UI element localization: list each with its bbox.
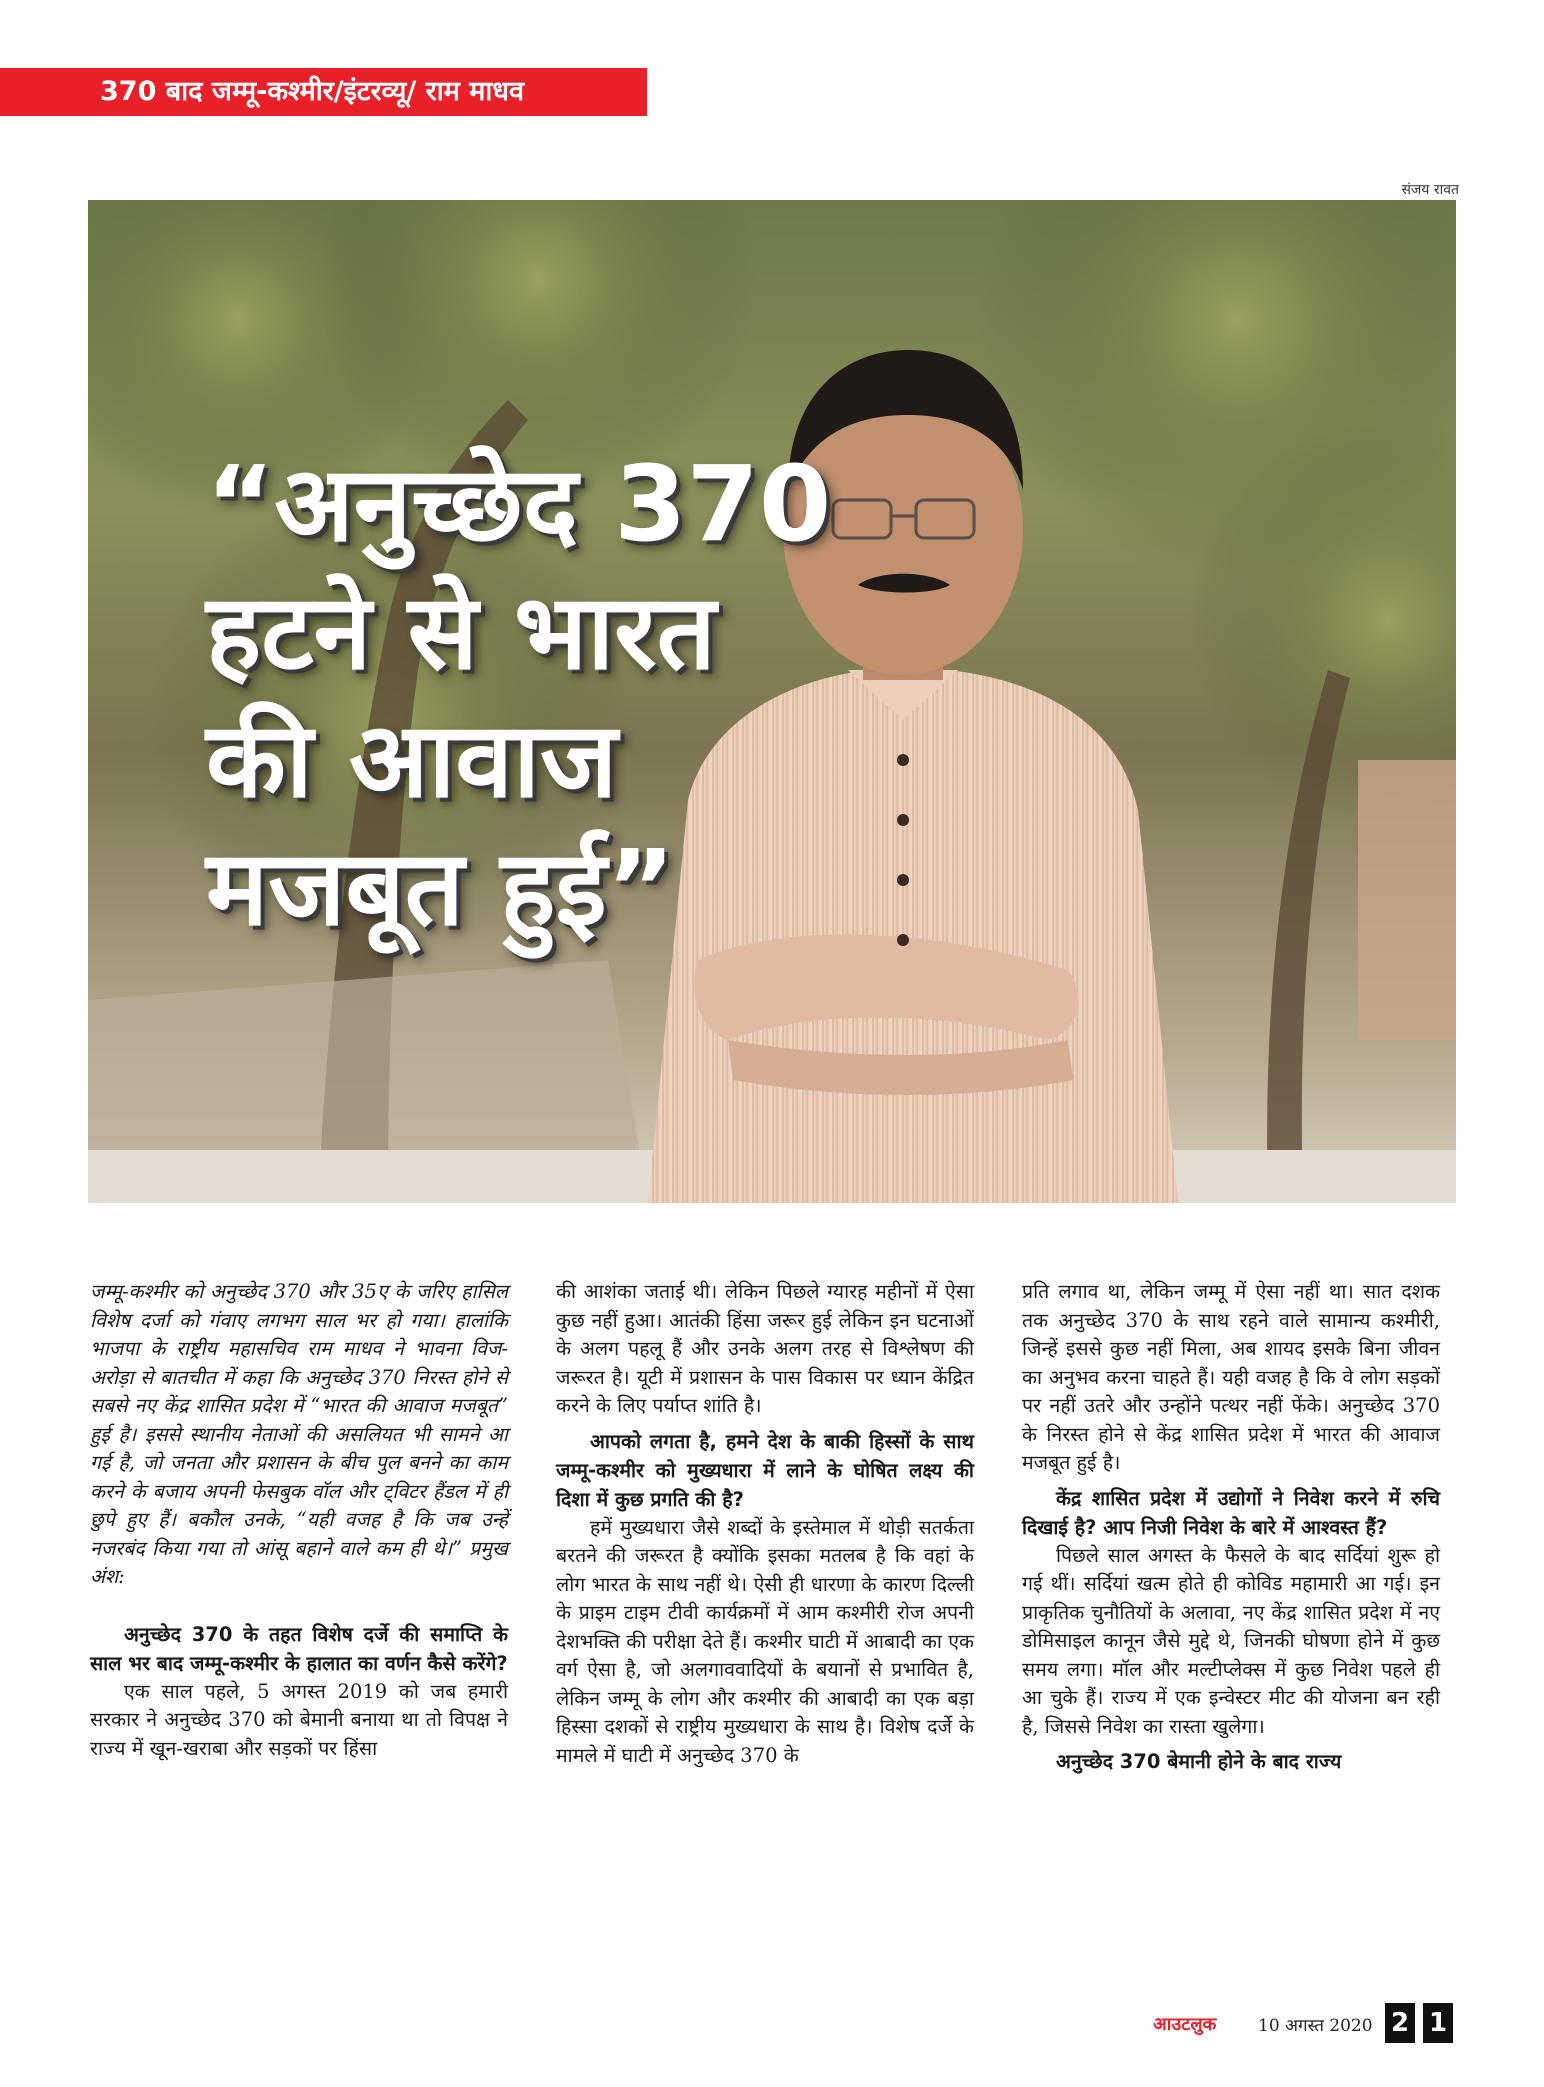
headline-line: की आवाज <box>206 699 618 821</box>
article-column-2 <box>556 1278 974 1770</box>
footer-date: 10 अगस्त 2020 <box>1258 2016 1373 2036</box>
page-number-digit: 2 <box>1385 2003 1415 2043</box>
answer-paragraph: एक साल पहले, 5 अगस्त 2019 को जब हमारी सरकार ने अनुच्छेद 370 को बेमानी बनाया था तो विपक्ष ने राज्य में खून-खराबा और सड़कों पर हिंसा <box>90 1679 508 1760</box>
headline <box>206 440 831 952</box>
answer-paragraph: हमें मुख्यधारा जैसे शब्दों के इस्तेमाल में थोड़ी सतर्कता बरतने की जरूरत है क्योंकि इसका मतलब है कि वहां के लोग भारत के साथ नहीं थे। ऐसी ही धारणा के कारण दिल्ली के प्राइम टाइम टीवी कार्यक्रमों में आम कश्मीरी रोज अपनी देशभक्ति की परीक्षा देते हैं। कश्मीर घाटी में आबादी का एक वर्ग ऐसा है, जो अलगाववादियों के बयानों से प्रभावित है, लेकिन जम्मू के लोग और कश्मीर की आबादी का एक बड़ा हिस्सा दशकों से राष्ट्रीय मुख्यधारा के साथ है। विशेष दर्जे के मामले में घाटी में अनुच्छेद 370 के <box>556 1515 974 1767</box>
headline-line: हटने से भारत <box>206 571 716 693</box>
headline-line: मजबूत हुई” <box>206 827 675 949</box>
article-column-1 <box>90 1278 508 1763</box>
answer-paragraph: की आशंका जताई थी। लेकिन पिछले ग्यारह महीनों में ऐसा कुछ नहीं हुआ। आतंकी हिंसा जरूर हुई लेकिन इन घटनाओं के अलग पहलू हैं और उनके अलग तरह से विश्लेषण की जरूरत है। यूटी में प्रशासन के पास विकास पर ध्यान केंद्रित करने के लिए पर्याप्त शांति है। <box>556 1280 974 1417</box>
page-number-digit: 1 <box>1423 2003 1453 2043</box>
headline-line: “अनुच्छेद 370 <box>206 443 832 565</box>
portrait-photo <box>88 200 1456 1203</box>
question: अनुच्छेद 370 के तहत विशेष दर्जे की समाप्ति के साल भर बाद जम्मू-कश्मीर के हालात का वर्णन कैसे करेंगे? <box>90 1622 508 1675</box>
question: आपको लगता है, हमने देश के बाकी हिस्सों के साथ जम्मू-कश्मीर को मुख्यधारा में लाने के घोषित लक्ष्य की दिशा में कुछ प्रगति की है? <box>556 1429 974 1511</box>
lead-paragraph: जम्मू-कश्मीर को अनुच्छेद 370 और 35ए के जरिए हासिल विशेष दर्जा को गंवाए लगभग साल भर हो गया। हालांकि भाजपा के राष्ट्रीय महासचिव राम माधव ने भावना विज-अरोड़ा से बातचीत में कहा कि अनुच्छेद 370 निरस्त होने से सबसे नए केंद्र शासित प्रदेश में “भारत की आवाज मजबूत” हुई है। इससे स्थानीय नेताओं की असलियत भी सामने आ गई है, जो जनता और प्रशासन के बीच पुल बनने का काम करने के बजाय अपनी फेसबुक वॉल और ट्विटर हैंडल में ही छुपे हुए हैं। बकौल उनके, “यही वजह है कि जब उन्हें नजरबंद किया गया तो आंसू बहाने वाले कम ही थे।” प्रमुख अंश: <box>90 1280 508 1588</box>
answer-paragraph: पिछले साल अगस्त के फैसले के बाद सर्दियां शुरू हो गई थीं। सर्दियां खत्म होते ही कोविड महामारी आ गई। इन प्राकृतिक चुनौतियों के अलावा, नए केंद्र शासित प्रदेश में नए डोमिसाइल कानून जैसे मुद्दे थे, जिनकी घोषणा होने में कुछ समय लगा। मॉल और मल्टीप्लेक्स में कुछ निवेश पहले ही आ चुके हैं। राज्य में एक इन्वेस्टर मीट की योजना बन रही है, जिससे निवेश का रास्ता खुलेगा। <box>1022 1543 1440 1738</box>
answer-paragraph: प्रति लगाव था, लेकिन जम्मू में ऐसा नहीं था। सात दशक तक अनुच्छेद 370 के साथ रहने वाले सामान्य कश्मीरी, जिन्हें इससे कुछ नहीं मिला, अब शायद इसके बिना जीवन का अनुभव करना चाहते हैं। यही वजह है कि वे लोग सड़कों पर नहीं उतरे और उन्होंने पत्थर नहीं फेंके। अनुच्छेद 370 के निरस्त होने से केंद्र शासित प्रदेश में भारत की आवाज मजबूत हुई है। <box>1022 1280 1440 1474</box>
photo-credit: संजय रावत <box>1401 182 1459 198</box>
article-column-3 <box>1022 1278 1440 1776</box>
question: केंद्र शासित प्रदेश में उद्योगों ने निवेश करने में रुचि दिखाई है? आप निजी निवेश के बारे में आश्वस्त हैं? <box>1022 1486 1440 1539</box>
section-kicker: 370 बाद जम्मू-कश्मीर/इंटरव्यू/ राम माधव <box>100 76 525 107</box>
footer-brand: आउटलुक <box>1153 2014 1217 2035</box>
question: अनुच्छेद 370 बेमानी होने के बाद राज्य <box>1056 1750 1342 1773</box>
